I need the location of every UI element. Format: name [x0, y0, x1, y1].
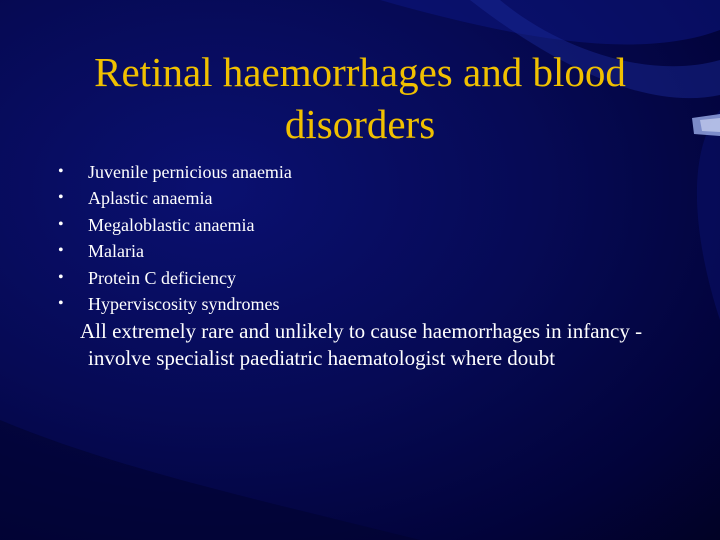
bullet-text: Aplastic anaemia [88, 188, 213, 209]
bullet-text: Hyperviscosity syndromes [88, 293, 280, 314]
bullet-icon: • [58, 294, 64, 312]
list-item [58, 238, 292, 264]
list-item [58, 212, 292, 238]
bullet-icon: • [58, 268, 64, 286]
list-item [58, 291, 292, 317]
bullet-icon: • [58, 215, 64, 233]
slide-title: Retinal haemorrhages and blood disorders [94, 49, 626, 147]
bullet-icon: • [58, 242, 64, 260]
list-item [58, 265, 292, 291]
summary-note: All extremely rare and unlikely to cause haemorrhages in infancy - involve specialist paediatric haematologist where doubt [80, 319, 643, 370]
bullet-text: Protein C deficiency [88, 267, 236, 288]
bullet-list [58, 159, 292, 317]
bullet-text: Juvenile pernicious anaemia [88, 162, 292, 182]
bullet-icon: • [58, 163, 64, 180]
list-item [58, 185, 292, 211]
list-item [58, 159, 292, 185]
bullet-text: Malaria [88, 241, 144, 262]
bullet-text: Megaloblastic anaemia [88, 214, 255, 235]
bullet-icon: • [58, 189, 64, 207]
